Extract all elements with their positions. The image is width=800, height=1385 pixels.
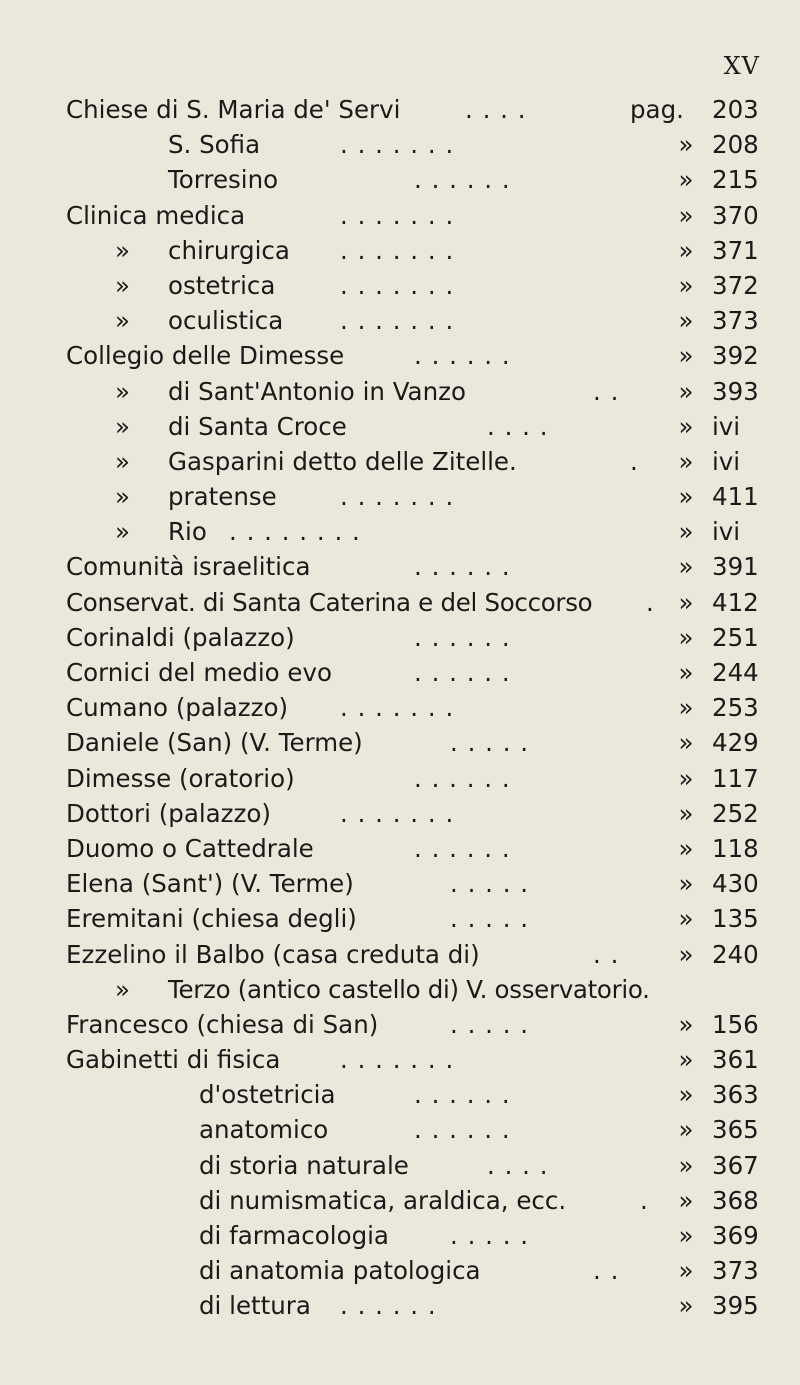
index-entry: [0, 1288, 800, 1323]
entry-leader: . . . . . . .: [340, 1045, 455, 1075]
entry-ditto-mark: »: [678, 341, 694, 371]
index-entry: [0, 233, 800, 268]
entry-name: Elena (Sant') (V. Terme): [66, 869, 354, 899]
index-entry: [0, 796, 800, 831]
index-entry: [0, 1183, 800, 1218]
entry-ditto-mark: »: [678, 1150, 694, 1180]
entry-name: di anatomia patologica: [199, 1256, 481, 1286]
entry-ditto-mark: »: [678, 1045, 694, 1075]
entry-page: 253: [712, 693, 759, 723]
entry-page: 118: [712, 833, 759, 863]
entry-page: 363: [712, 1080, 759, 1110]
entry-leader: .: [630, 446, 639, 476]
entry-ditto-mark: »: [678, 517, 694, 547]
entry-leader: . . . .: [465, 95, 527, 124]
entry-ditto-mark: »: [678, 798, 694, 828]
entry-name: Dottori (palazzo): [66, 798, 271, 828]
entry-leader: . . . . . . .: [340, 306, 455, 336]
entry-name: Clinica medica: [66, 200, 246, 230]
entry-ditto-mark: »: [678, 939, 694, 969]
index-entry: [0, 268, 800, 303]
entry-name: Comunità israelitica: [66, 552, 311, 582]
entry-page: 215: [712, 165, 759, 195]
index-entry: [0, 620, 800, 655]
entry-page: 372: [712, 270, 759, 300]
index-entry: [0, 1007, 800, 1042]
index-entry: [0, 1042, 800, 1077]
entry-leader: . . . . .: [450, 904, 530, 934]
entry-name: S. Sofia: [168, 130, 261, 160]
entry-name: di storia naturale: [199, 1150, 409, 1180]
entry-page: 393: [712, 376, 759, 406]
entry-ditto-mark: »: [678, 587, 694, 617]
entry-name: Ezzelino il Balbo (casa creduta di): [66, 939, 480, 969]
entry-ditto-mark: »: [678, 1009, 694, 1039]
entry-name: Eremitani (chiesa degli): [66, 904, 357, 934]
entry-name: di Santa Croce: [168, 411, 347, 441]
index-entry: [0, 444, 800, 479]
entry-ditto-mark: »: [678, 165, 694, 195]
entry-ditto-prefix: »: [115, 376, 130, 406]
entry-name: Collegio delle Dimesse: [66, 341, 345, 371]
entry-name: oculistica: [168, 306, 284, 336]
entry-leader: . . . . .: [450, 1009, 530, 1039]
entry-leader: . . . . .: [450, 1221, 530, 1250]
entry-pag-label: pag.: [630, 95, 684, 124]
index-entry: [0, 92, 800, 127]
entry-ditto-prefix: »: [115, 517, 130, 547]
index-entry: [0, 972, 800, 1007]
entry-page: 244: [712, 658, 759, 687]
entry-page: 392: [712, 341, 759, 371]
entry-leader: . . . . . . . .: [229, 517, 361, 547]
entry-page: 369: [712, 1221, 759, 1250]
index-entry: [0, 1077, 800, 1112]
entry-page: 135: [712, 904, 759, 934]
entry-ditto-mark: »: [678, 235, 694, 265]
entry-page: 251: [712, 622, 759, 652]
entry-ditto-mark: »: [678, 1256, 694, 1286]
entry-name: anatomico: [199, 1115, 329, 1145]
entry-name: chirurgica: [168, 235, 290, 265]
entry-ditto-mark: »: [678, 693, 694, 723]
entry-ditto-mark: »: [678, 728, 694, 758]
entry-page: 368: [712, 1185, 759, 1215]
index-entry: [0, 901, 800, 936]
entry-leader: . . . . . .: [414, 833, 511, 863]
entry-page: 117: [712, 763, 759, 793]
entry-name: Cumano (palazzo): [66, 693, 289, 723]
entry-leader: . . . . . .: [414, 658, 511, 687]
entry-leader: . . . . . . .: [340, 482, 455, 512]
entry-leader: . . . . . . .: [340, 693, 455, 723]
entry-page: 370: [712, 200, 759, 230]
index-entry: [0, 761, 800, 796]
entry-name: Francesco (chiesa di San): [66, 1009, 379, 1039]
entry-page: ivi: [712, 517, 741, 547]
entry-page: 252: [712, 798, 759, 828]
entry-name: Dimesse (oratorio): [66, 763, 295, 793]
entry-leader: . .: [593, 376, 620, 406]
entry-ditto-prefix: »: [115, 974, 130, 1004]
index-entry: [0, 655, 800, 690]
entry-leader: . . . . . . .: [340, 270, 455, 300]
entry-leader: . . . . . . .: [340, 235, 455, 265]
index-entry: [0, 549, 800, 584]
entry-page: 429: [712, 728, 759, 758]
entry-name: di Sant'Antonio in Vanzo: [168, 376, 466, 406]
entry-ditto-prefix: »: [115, 446, 130, 476]
entry-ditto-prefix: »: [115, 411, 130, 441]
index-entry: [0, 866, 800, 901]
entry-ditto-mark: »: [678, 1115, 694, 1145]
entry-leader: . . . . . .: [414, 622, 511, 652]
index-entry: [0, 1148, 800, 1183]
entry-leader: .: [640, 1185, 649, 1215]
entry-name: Conservat. di Santa Caterina e del Soccorso: [66, 587, 593, 617]
entry-page: 367: [712, 1150, 759, 1180]
entry-ditto-mark: »: [678, 270, 694, 300]
entry-ditto-mark: »: [678, 1185, 694, 1215]
entry-leader: . . . .: [487, 1150, 549, 1180]
index-entry: [0, 198, 800, 233]
entry-name: Torresino: [168, 165, 279, 195]
entry-page: 412: [712, 587, 759, 617]
entry-ditto-prefix: »: [115, 235, 130, 265]
entry-leader: . . . . . .: [414, 165, 511, 195]
entry-leader: . . . . . . .: [340, 130, 455, 160]
index-entry: [0, 1218, 800, 1253]
entry-page: ivi: [712, 411, 741, 441]
index-entry: [0, 479, 800, 514]
entry-leader: . . . . . .: [414, 341, 511, 371]
entry-page: 240: [712, 939, 759, 969]
entry-page: 203: [712, 95, 759, 124]
entry-name: pratense: [168, 482, 277, 512]
entry-name: di numismatica, araldica, ecc.: [199, 1185, 567, 1215]
index-entry: [0, 831, 800, 866]
entry-leader: . . . . . .: [414, 763, 511, 793]
entry-ditto-prefix: »: [115, 306, 130, 336]
entry-name: Cornici del medio evo: [66, 658, 332, 687]
index-entry: [0, 127, 800, 162]
entry-page: 208: [712, 130, 759, 160]
entry-page: 156: [712, 1009, 759, 1039]
entry-page: 373: [712, 306, 759, 336]
entry-leader: . . . . . . .: [340, 200, 455, 230]
entry-ditto-mark: »: [678, 376, 694, 406]
entry-name: Duomo o Cattedrale: [66, 833, 314, 863]
entry-page: 371: [712, 235, 759, 265]
index-entry: [0, 374, 800, 409]
entry-ditto-mark: »: [678, 200, 694, 230]
index-entry: [0, 162, 800, 197]
entry-page: 430: [712, 869, 759, 899]
entry-name: Rio: [168, 517, 207, 547]
entry-name: Terzo (antico castello di) V. osservatorio.: [168, 974, 650, 1004]
entry-ditto-mark: »: [678, 869, 694, 899]
entry-ditto-mark: »: [678, 411, 694, 441]
entry-leader: . . . . . . .: [340, 798, 455, 828]
entry-name: ostetrica: [168, 270, 276, 300]
index-entry: [0, 1253, 800, 1288]
index-entry: [0, 690, 800, 725]
entry-ditto-prefix: »: [115, 270, 130, 300]
index-entry: [0, 303, 800, 338]
entry-ditto-mark: »: [678, 833, 694, 863]
index-entry: [0, 937, 800, 972]
entry-page: 411: [712, 482, 759, 512]
index-entry: [0, 725, 800, 760]
entry-name: Corinaldi (palazzo): [66, 622, 295, 652]
entry-name: di farmacologia: [199, 1221, 389, 1250]
entry-ditto-mark: »: [678, 130, 694, 160]
index-entry: [0, 585, 800, 620]
page-number: XV: [723, 52, 760, 80]
entry-page: ivi: [712, 446, 741, 476]
entry-leader: . . . . .: [450, 869, 530, 899]
entry-leader: . .: [593, 939, 620, 969]
index-entry: [0, 1112, 800, 1147]
entry-page: 361: [712, 1045, 759, 1075]
entry-leader: . . . . . .: [414, 1080, 511, 1110]
entry-leader: . . . . . .: [340, 1291, 437, 1321]
entry-page: 373: [712, 1256, 759, 1286]
entry-ditto-mark: »: [678, 552, 694, 582]
entry-ditto-mark: »: [678, 622, 694, 652]
entry-leader: . . . .: [487, 411, 549, 441]
index-entry: [0, 338, 800, 373]
entry-ditto-mark: »: [678, 763, 694, 793]
entry-name: Daniele (San) (V. Terme): [66, 728, 363, 758]
entry-page: 395: [712, 1291, 759, 1321]
entry-leader: . .: [593, 1256, 620, 1286]
entry-name: Chiese di S. Maria de' Servi: [66, 95, 401, 124]
entry-ditto-mark: »: [678, 1080, 694, 1110]
entry-leader: .: [646, 587, 655, 617]
index-entry: [0, 514, 800, 549]
entry-ditto-mark: »: [678, 1291, 694, 1321]
entry-ditto-mark: »: [678, 482, 694, 512]
entry-ditto-mark: »: [678, 904, 694, 934]
entry-ditto-mark: »: [678, 658, 694, 687]
entry-leader: . . . . . .: [414, 1115, 511, 1145]
entry-ditto-mark: »: [678, 1221, 694, 1250]
entry-name: Gasparini detto delle Zitelle.: [168, 446, 517, 476]
entry-name: di lettura: [199, 1291, 311, 1321]
index-entries: [0, 92, 800, 1324]
entry-leader: . . . . .: [450, 728, 530, 758]
entry-page: 391: [712, 552, 759, 582]
entry-ditto-mark: »: [678, 306, 694, 336]
entry-name: d'ostetricia: [199, 1080, 336, 1110]
index-entry: [0, 409, 800, 444]
entry-ditto-mark: »: [678, 446, 694, 476]
entry-page: 365: [712, 1115, 759, 1145]
entry-name: Gabinetti di fisica: [66, 1045, 281, 1075]
entry-ditto-prefix: »: [115, 482, 130, 512]
entry-leader: . . . . . .: [414, 552, 511, 582]
